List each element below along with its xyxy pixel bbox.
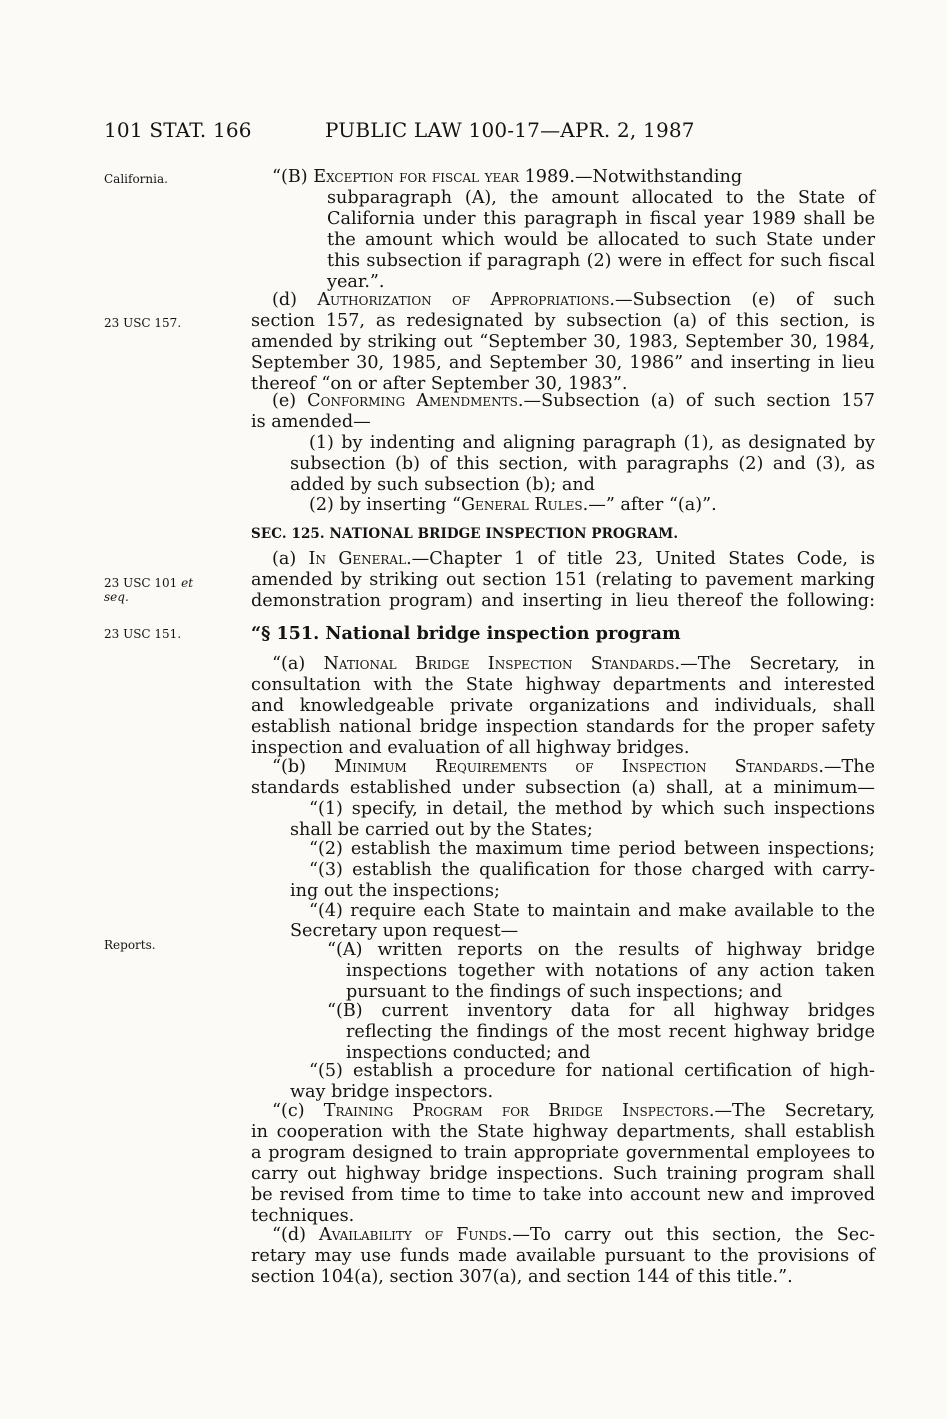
text-line: “(5) establish a procedure for national certification of high- <box>309 1061 875 1081</box>
text-line: inspections conducted; and <box>346 1043 591 1063</box>
text-line: pursuant to the findings of such inspections; and <box>346 982 783 1002</box>
text-line: (a) In General.—Chapter 1 of title 23, United States Code, is <box>272 549 876 569</box>
text-line: “(b) Minimum Requirements of Inspection Standards.—The <box>272 757 876 777</box>
margin-note-23-usc-157: 23 USC 157. <box>104 316 182 330</box>
text-line: (2) by inserting “General Rules.—” after “(a)”. <box>309 495 717 515</box>
text-line: section 104(a), section 307(a), and section 144 of this title.”. <box>251 1267 793 1287</box>
text-line: “(B) current inventory data for all highway bridges <box>327 1001 875 1021</box>
text-line: California under this paragraph in fiscal year 1989 shall be <box>327 209 875 229</box>
text-line: “(B) Exception for fiscal year 1989.—Notwithstanding <box>272 167 743 187</box>
text-line: “(c) Training Program for Bridge Inspectors.—The Secretary, <box>272 1101 876 1121</box>
text-line: be revised from time to time to take into account new and improved <box>251 1185 875 1205</box>
text-line: way bridge inspectors. <box>290 1082 494 1102</box>
text-line: section 157, as redesignated by subsection (a) of this section, is <box>251 311 875 331</box>
text-line: consultation with the State highway departments and interested <box>251 675 875 695</box>
text-line: demonstration program) and inserting in lieu thereof the following: <box>251 591 875 611</box>
margin-note-23-usc-101: 23 USC 101 et seq. <box>104 576 194 604</box>
text-line: “(2) establish the maximum time period between inspections; <box>309 839 875 859</box>
page-citation: 101 STAT. 166 <box>104 118 252 142</box>
text-line: “(A) written reports on the results of highway bridge <box>327 940 875 960</box>
text-line: the amount which would be allocated to such State under <box>327 230 875 250</box>
text-line: (1) by indenting and aligning paragraph (1), as designated by <box>309 433 875 453</box>
text-line: a program designed to train appropriate governmental employees to <box>251 1143 875 1163</box>
margin-note-reports: Reports. <box>104 938 156 952</box>
subsection-heading: “§ 151. National bridge inspection program <box>251 623 681 644</box>
text-line: “(a) National Bridge Inspection Standards.—The Secretary, in <box>272 654 875 674</box>
text-line: “(3) establish the qualification for those charged with carry- <box>309 860 875 880</box>
text-line: September 30, 1985, and September 30, 1986” and inserting in lieu <box>251 353 875 373</box>
text-line: amended by striking out section 151 (relating to pavement marking <box>251 570 875 590</box>
text-line: ing out the inspections; <box>290 881 500 901</box>
text-line: inspection and evaluation of all highway bridges. <box>251 738 690 758</box>
text-line: retary may use funds made available pursuant to the provisions of <box>251 1246 875 1266</box>
text-line: standards established under subsection (a) shall, at a minimum— <box>251 778 875 798</box>
text-line: “(4) require each State to maintain and make available to the <box>309 901 875 921</box>
text-line: in cooperation with the State highway departments, shall establish <box>251 1122 875 1142</box>
text-line: this subsection if paragraph (2) were in effect for such fiscal <box>327 251 875 271</box>
text-line: establish national bridge inspection standards for the proper safety <box>251 717 875 737</box>
text-line: “(1) specify, in detail, the method by which such inspections <box>309 799 875 819</box>
text-line: carry out highway bridge inspections. Such training program shall <box>251 1164 875 1184</box>
text-line: shall be carried out by the States; <box>290 820 593 840</box>
text-line: thereof “on or after September 30, 1983”. <box>251 374 628 394</box>
text-line: inspections together with notations of any action taken <box>346 961 875 981</box>
text-line: added by such subsection (b); and <box>290 475 595 495</box>
text-line: techniques. <box>251 1206 355 1226</box>
text-line: (d) Authorization of Appropriations.—Subsection (e) of such <box>272 290 875 310</box>
text-line: year.”. <box>327 272 385 292</box>
margin-note-california: California. <box>104 172 168 186</box>
text-line: subsection (b) of this section, with paragraphs (2) and (3), as <box>290 454 875 474</box>
text-line: Secretary upon request— <box>290 921 519 941</box>
section-heading: SEC. 125. NATIONAL BRIDGE INSPECTION PROGRAM. <box>251 526 679 542</box>
text-line: reflecting the findings of the most recent highway bridge <box>346 1022 875 1042</box>
margin-note-23-usc-151: 23 USC 151. <box>104 627 182 641</box>
text-line: “(d) Availability of Funds.—To carry out this section, the Sec- <box>272 1225 875 1245</box>
text-line: is amended— <box>251 412 371 432</box>
page-header-title: PUBLIC LAW 100-17—APR. 2, 1987 <box>325 118 695 142</box>
text-line: (e) Conforming Amendments.—Subsection (a) of such section 157 <box>272 391 875 411</box>
text-line: subparagraph (A), the amount allocated to the State of <box>327 188 875 208</box>
text-line: and knowledgeable private organizations and individuals, shall <box>251 696 875 716</box>
text-line: amended by striking out “September 30, 1983, September 30, 1984, <box>251 332 875 352</box>
